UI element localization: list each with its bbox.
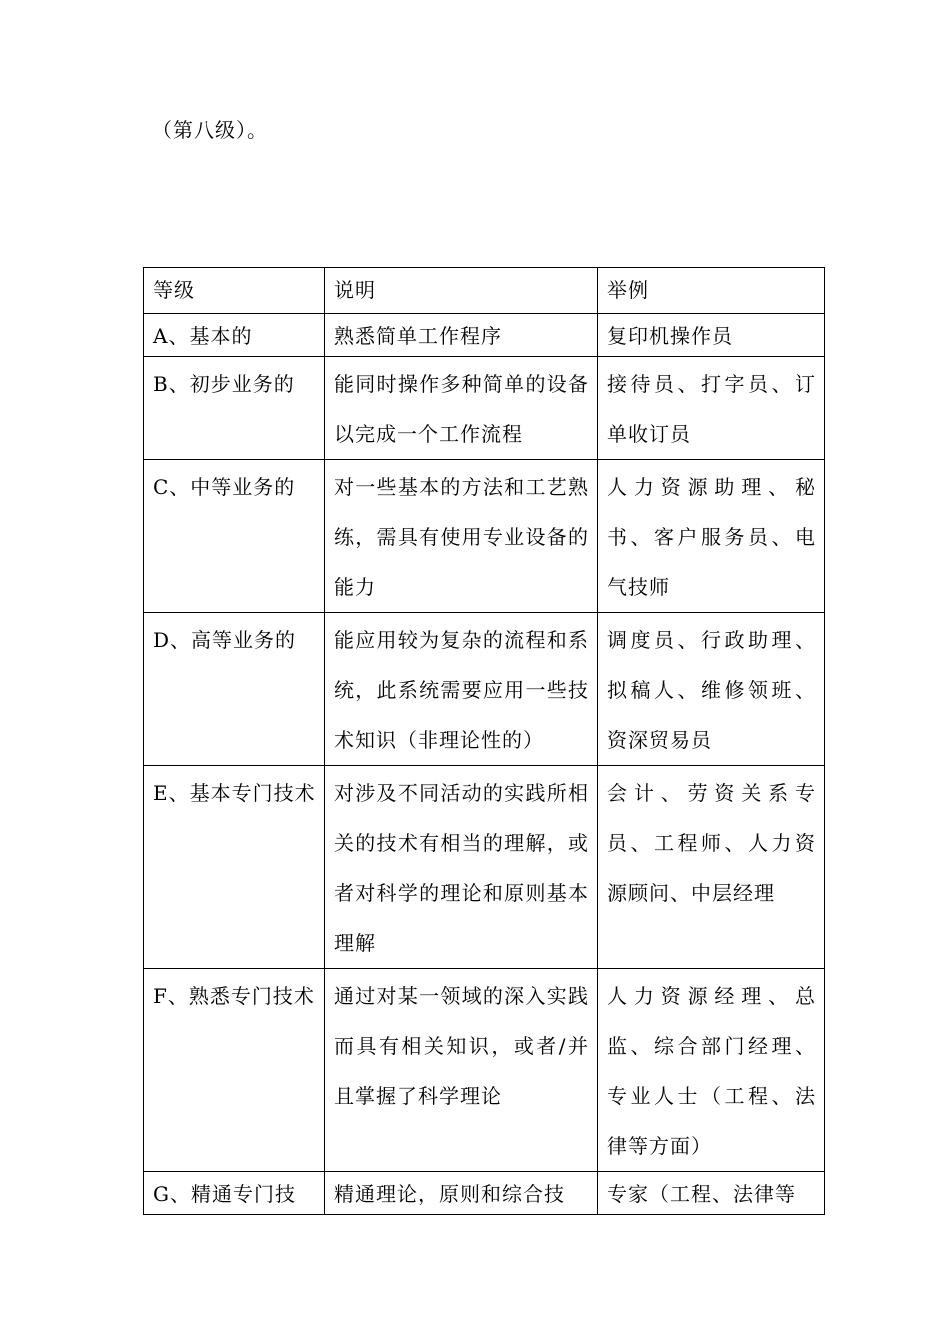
description-cell: 对涉及不同活动的实践所相关的技术有相当的理解，或者对科学的理论和原则基本理解 (325, 766, 598, 969)
grade-cell: G、精通专门技 (144, 1172, 325, 1215)
header-grade: 等级 (144, 268, 325, 314)
example-cell: 人力资源经理、总监、综合部门经理、专业人士（工程、法律等方面） (598, 969, 825, 1172)
grade-cell: F、熟悉专门技术 (144, 969, 325, 1172)
table-row (144, 460, 825, 613)
description-cell: 能应用较为复杂的流程和系统，此系统需要应用一些技术知识（非理论性的） (325, 613, 598, 766)
grade-cell: E、基本专门技术 (144, 766, 325, 969)
grade-cell: B、初步业务的 (144, 357, 325, 460)
example-cell: 人力资源助理、秘书、客户服务员、电气技师 (598, 460, 825, 613)
description-cell: 精通理论，原则和综合技 (325, 1172, 598, 1215)
example-cell: 专家（工程、法律等 (598, 1172, 825, 1215)
header-example: 举例 (598, 268, 825, 314)
table-row (144, 1172, 825, 1215)
example-cell: 调度员、行政助理、拟稿人、维修领班、资深贸易员 (598, 613, 825, 766)
table-header-row (144, 268, 825, 314)
table-row (144, 613, 825, 766)
example-cell: 会计、劳资关系专员、工程师、人力资源顾问、中层经理 (598, 766, 825, 969)
example-cell: 复印机操作员 (598, 314, 825, 357)
description-cell: 能同时操作多种简单的设备以完成一个工作流程 (325, 357, 598, 460)
intro-text: （第八级）。 (152, 118, 268, 142)
table-row (144, 314, 825, 357)
example-cell: 接待员、打字员、订单收订员 (598, 357, 825, 460)
description-cell: 通过对某一领域的深入实践而具有相关知识，或者/并且掌握了科学理论 (325, 969, 598, 1172)
grade-table (143, 267, 825, 1215)
grade-cell: D、高等业务的 (144, 613, 325, 766)
header-description: 说明 (325, 268, 598, 314)
grade-cell: A、基本的 (144, 314, 325, 357)
grade-cell: C、中等业务的 (144, 460, 325, 613)
table-row (144, 357, 825, 460)
description-cell: 熟悉简单工作程序 (325, 314, 598, 357)
description-cell: 对一些基本的方法和工艺熟练，需具有使用专业设备的能力 (325, 460, 598, 613)
table-row (144, 766, 825, 969)
table-row (144, 969, 825, 1172)
